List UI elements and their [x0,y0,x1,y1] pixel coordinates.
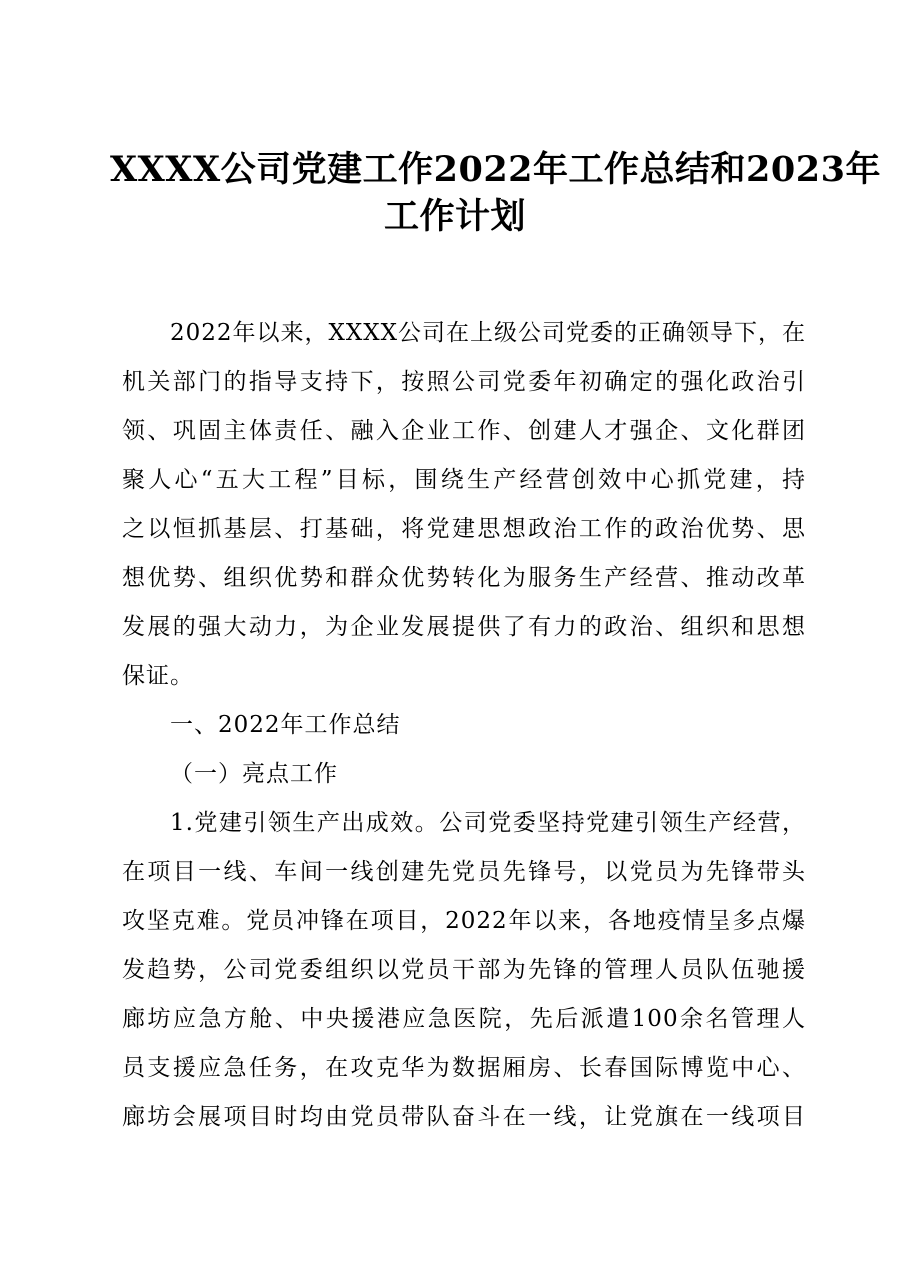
intro-paragraph-line: 2022年以来，XXXX公司在上级公司党委的正确领导下，在 [170,320,807,346]
intro-paragraph-line: 机关部门的指导支持下，按照公司党委年初确定的强化政治引 [122,369,806,395]
item-paragraph-line: 1.党建引领生产出成效。公司党委坚持党建引领生产经营， [170,810,806,836]
item-paragraph-line: 发趋势，公司党委组织以党员干部为先锋的管理人员队伍驰援 [122,957,806,983]
item-paragraph-line: 在项目一线、车间一线创建先党员先锋号，以党员为先锋带头 [122,859,806,885]
intro-paragraph-line: 发展的强大动力，为企业发展提供了有力的政治、组织和思想 [122,614,806,640]
document-title-line-2: 工作计划 [383,196,526,237]
section-heading: 一、2022年工作总结 [170,712,401,738]
intro-paragraph-line: 保证。 [122,663,194,689]
document-title-line-1: XXXX公司党建工作2022年工作总结和2023年 [110,149,881,190]
intro-paragraph-line: 之以恒抓基层、打基础，将党建思想政治工作的政治优势、思 [122,516,806,542]
intro-paragraph-line: 想优势、组织优势和群众优势转化为服务生产经营、推动改革 [122,565,806,591]
subsection-heading: （一）亮点工作 [170,761,338,787]
document-body [122,309,806,1142]
item-paragraph-line: 员支援应急任务，在攻克华为数据厢房、长春国际博览中心、 [122,1055,806,1081]
intro-paragraph-line: 领、巩固主体责任、融入企业工作、创建人才强企、文化群团 [122,418,806,444]
item-paragraph-line: 廊坊应急方舱、中央援港应急医院，先后派遣100余名管理人 [122,1006,806,1032]
item-paragraph-line: 廊坊会展项目时均由党员带队奋斗在一线，让党旗在一线项目 [122,1104,806,1130]
intro-paragraph-line: 聚人心“五大工程”目标，围绕生产经营创效中心抓党建，持 [122,467,806,493]
item-paragraph-line: 攻坚克难。党员冲锋在项目，2022年以来，各地疫情呈多点爆 [122,908,806,934]
